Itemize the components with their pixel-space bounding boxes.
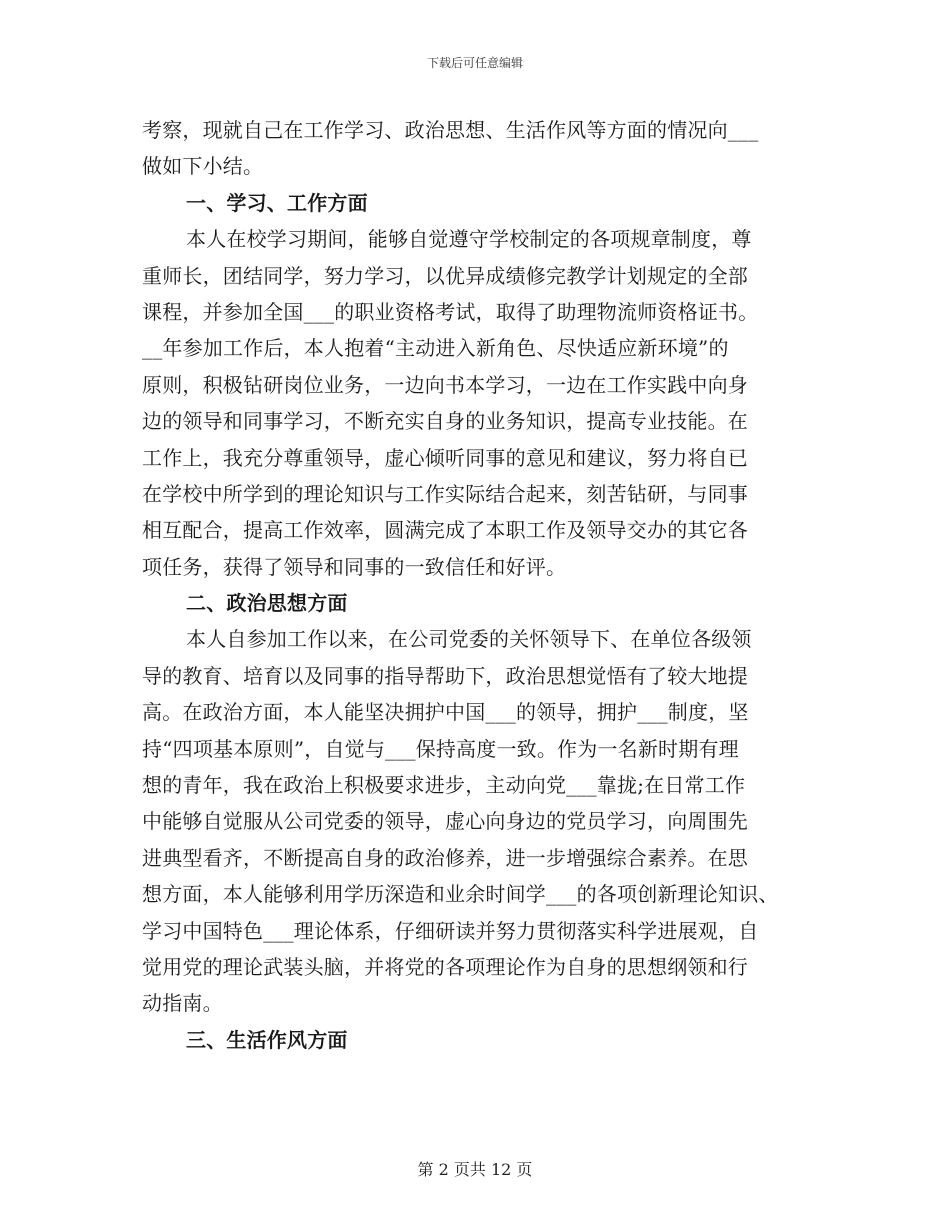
text-line: 动指南。 [142, 991, 223, 1016]
page-footer: 第 2 页共 12 页 [417, 1160, 533, 1179]
text-line: 持“四项基本原则”，自觉与___保持高度一致。作为一名新时期有理 [142, 736, 739, 761]
text-line: 相互配合，提高工作效率，圆满完成了本职工作及领导交办的其它各 [142, 518, 748, 543]
section-heading-lifestyle: 三、生活作风方面 [186, 1027, 348, 1052]
text-line: 工作上，我充分尊重领导，虚心倾听同事的意见和建议，努力将自已 [142, 445, 748, 470]
text-line: 本人在校学习期间，能够自觉遵守学校制定的各项规章制度，尊 [186, 227, 752, 252]
text-line: 觉用党的理论武装头脑，并将党的各项理论作为自身的思想纲领和行 [142, 954, 748, 979]
text-line: __年参加工作后，本人抱着“主动进入新角色、尽快适应新环境”的 [142, 336, 729, 361]
document-body [142, 112, 814, 1058]
text-line: 学习中国特色___理论体系，仔细研读并努力贯彻落实科学进展观，自 [142, 918, 759, 943]
text-line: 项任务，获得了领导和同事的一致信任和好评。 [142, 554, 567, 579]
text-line: 原则，积极钻研岗位业务，一边向书本学习，一边在工作实践中向身 [142, 372, 748, 397]
text-line: 中能够自觉服从公司党委的领导，虚心向身边的党员学习，向周围先 [142, 809, 748, 834]
text-line: 本人自参加工作以来，在公司党委的关怀领导下、在单位各级领 [186, 627, 752, 652]
text-line: 在学校中所学到的理论知识与工作实际结合起来，刻苦钻研，与同事 [142, 481, 748, 506]
text-line: 考察，现就自己在工作学习、政治思想、生活作风等方面的情况向___ [142, 118, 759, 142]
text-line: 想的青年，我在政治上积极要求进步，主动向党___靠拢;在日常工作 [142, 773, 746, 798]
section-heading-study-work: 一、学习、工作方面 [186, 190, 368, 215]
section-heading-politics: 二、政治思想方面 [186, 591, 348, 616]
text-line: 重师长，团结同学，努力学习，以优异成绩修完教学计划规定的全部 [142, 263, 748, 288]
text-line: 进典型看齐，不断提高自身的政治修养，进一步增强综合素养。在思 [142, 845, 748, 870]
page-header: 下载后可任意编辑 [426, 56, 523, 70]
text-line: 课程，并参加全国___的职业资格考试，取得了助理物流师资格证书。 [142, 299, 759, 324]
text-line: 做如下小结。 [142, 154, 264, 179]
text-line: 导的教育、培育以及同事的指导帮助下，政治思想觉悟有了较大地提 [142, 663, 748, 688]
text-line: 边的领导和同事学习，不断充实自身的业务知识，提高专业技能。在 [142, 409, 748, 434]
text-line: 高。在政治方面，本人能坚决拥护中国___的领导，拥护___制度，坚 [142, 700, 749, 725]
text-line: 想方面，本人能够利用学历深造和业余时间学___的各项创新理论知识、 [142, 882, 779, 907]
